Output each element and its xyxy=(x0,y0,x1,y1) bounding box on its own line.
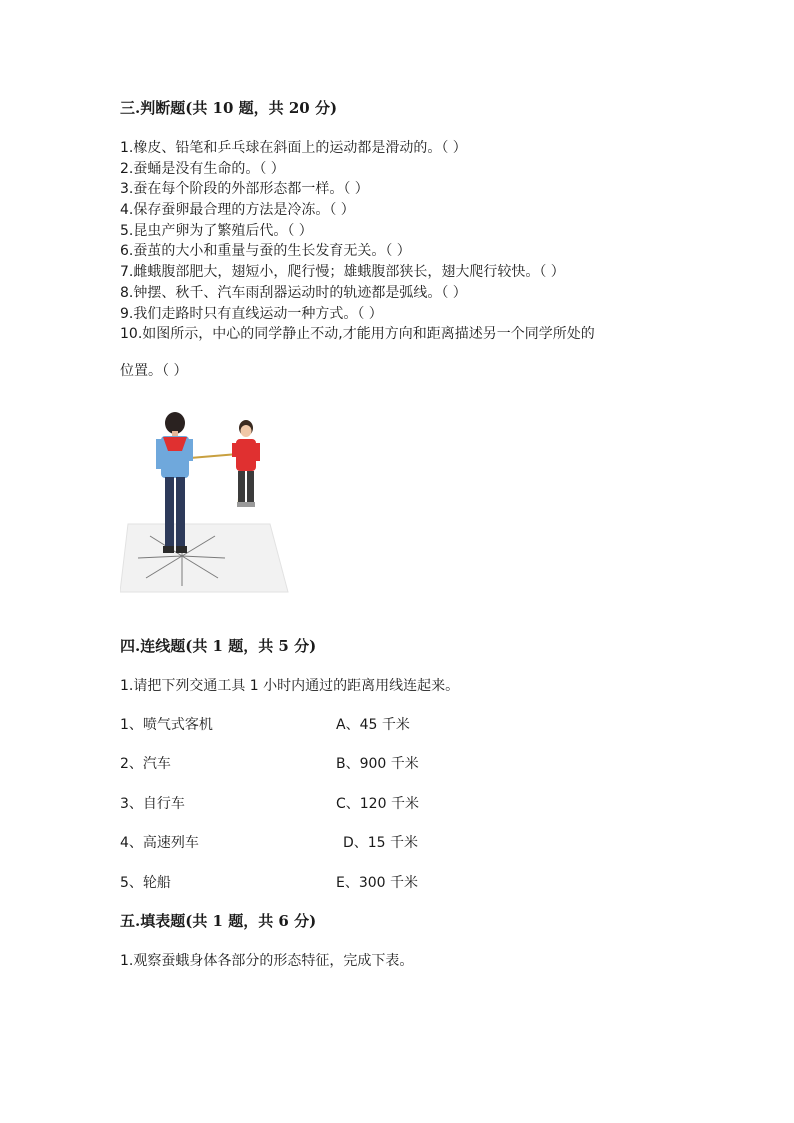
judge-item-3: 3.蚕在每个阶段的外部形态都一样。（ ） xyxy=(120,181,369,197)
students-direction-figure xyxy=(120,406,290,596)
judge-item-7: 7.雌蛾腹部肥大，翅短小，爬行慢；雄蛾腹部狭长，翅大爬行较快。（ ） xyxy=(120,264,565,280)
distance-D: D、15 千米 xyxy=(343,835,419,851)
judge-item-10: 10.如图所示，中心的同学静止不动,才能用方向和距离描述另一个同学所处的 xyxy=(120,326,595,342)
section3-heading: 三.判断题(共 10 题，共 20 分) xyxy=(120,99,338,117)
judge-item-6: 6.蚕茧的大小和重量与蚕的生长发育无关。（ ） xyxy=(120,243,411,259)
vehicle-4: 4、高速列车 xyxy=(120,835,199,851)
vehicle-5: 5、轮船 xyxy=(120,875,171,891)
section4-heading: 四.连线题(共 1 题，共 5 分) xyxy=(120,637,317,655)
judge-item-2: 2.蚕蛹是没有生命的。（ ） xyxy=(120,161,285,177)
judge-item-8: 8.钟摆、秋千、汽车雨刮器运动时的轨迹都是弧线。（ ） xyxy=(120,285,467,301)
vehicle-1: 1、喷气式客机 xyxy=(120,717,213,733)
girl-figure xyxy=(232,420,260,507)
judge-item-4: 4.保存蚕卵最合理的方法是冷冻。（ ） xyxy=(120,202,355,218)
vehicle-3: 3、自行车 xyxy=(120,796,185,812)
distance-B: B、900 千米 xyxy=(336,756,419,772)
section5-heading: 五.填表题(共 1 题，共 6 分) xyxy=(120,912,317,930)
distance-E: E、300 千米 xyxy=(336,875,419,891)
measuring-tape xyxy=(190,454,238,458)
judge-item-9: 9.我们走路时只有直线运动一种方式。（ ） xyxy=(120,306,383,322)
table-question: 1.观察蚕蛾身体各部分的形态特征，完成下表。 xyxy=(120,953,414,969)
judge-item-1: 1.橡皮、铅笔和乒乓球在斜面上的运动都是滑动的。（ ） xyxy=(120,140,467,156)
matching-question: 1.请把下列交通工具 1 小时内通过的距离用线连起来。 xyxy=(120,678,460,694)
vehicle-2: 2、汽车 xyxy=(120,756,171,772)
judge-item-10-continued: 位置。（ ） xyxy=(120,363,188,379)
judge-item-5: 5.昆虫产卵为了繁殖后代。（ ） xyxy=(120,223,313,239)
distance-C: C、120 千米 xyxy=(336,796,419,812)
distance-A: A、45 千米 xyxy=(336,717,410,733)
